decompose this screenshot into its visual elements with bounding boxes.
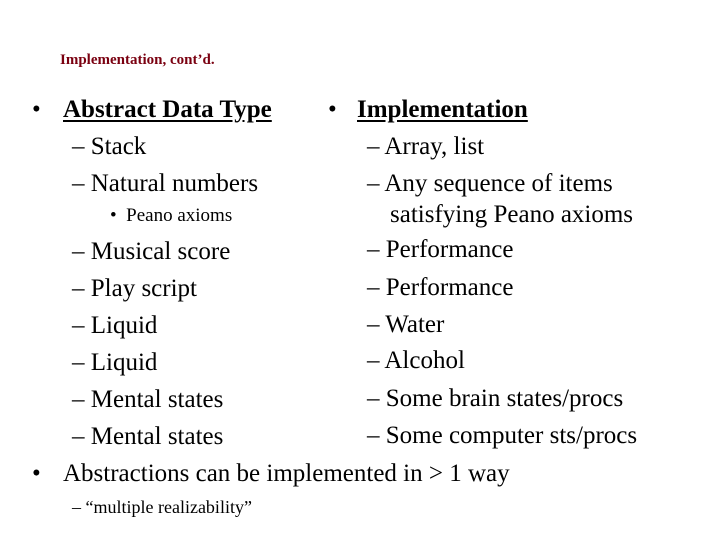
right-item-continuation: satisfying Peano axioms	[390, 201, 634, 228]
conclusion-text: Abstractions can be implemented in > 1 way	[63, 460, 510, 487]
bullet-abstract-data-type	[32, 97, 41, 122]
bullet-dot: •	[328, 96, 337, 123]
pair-left-5: – Mental states	[72, 423, 224, 450]
pair-left-2: – Liquid	[72, 312, 158, 339]
pair-left-3: – Liquid	[72, 349, 158, 376]
pair-right-1: – Performance	[367, 274, 514, 301]
left-item-stack: – Stack	[72, 133, 147, 160]
pair-right-4: – Some brain states/procs	[367, 385, 624, 412]
pair-left-0: – Musical score	[72, 238, 231, 265]
bullet-dot: •	[110, 205, 117, 226]
conclusion-subitem: – “multiple realizability”	[72, 497, 252, 517]
bullet-conclusion	[32, 461, 41, 486]
heading-abstract-data-type: Abstract Data Type	[63, 96, 272, 123]
pair-right-2: – Water	[367, 311, 445, 338]
pair-left-1: – Play script	[72, 275, 197, 302]
bullet-implementation	[328, 97, 337, 122]
left-subitem-peano-axioms	[110, 206, 232, 225]
bullet-dot: •	[32, 96, 41, 123]
slide-title: Implementation, cont’d.	[60, 52, 215, 68]
pair-right-0: – Performance	[367, 236, 514, 263]
left-item-natural-numbers: – Natural numbers	[72, 170, 259, 197]
right-item-any-sequence: – Any sequence of items	[367, 170, 613, 197]
right-item-array-list: – Array, list	[367, 133, 485, 160]
heading-implementation: Implementation	[357, 96, 528, 123]
pair-left-4: – Mental states	[72, 386, 224, 413]
pair-right-5: – Some computer sts/procs	[367, 422, 638, 449]
sub-item-label: Peano axioms	[126, 205, 233, 226]
pair-right-3: – Alcohol	[367, 347, 465, 374]
bullet-dot: •	[32, 460, 41, 487]
